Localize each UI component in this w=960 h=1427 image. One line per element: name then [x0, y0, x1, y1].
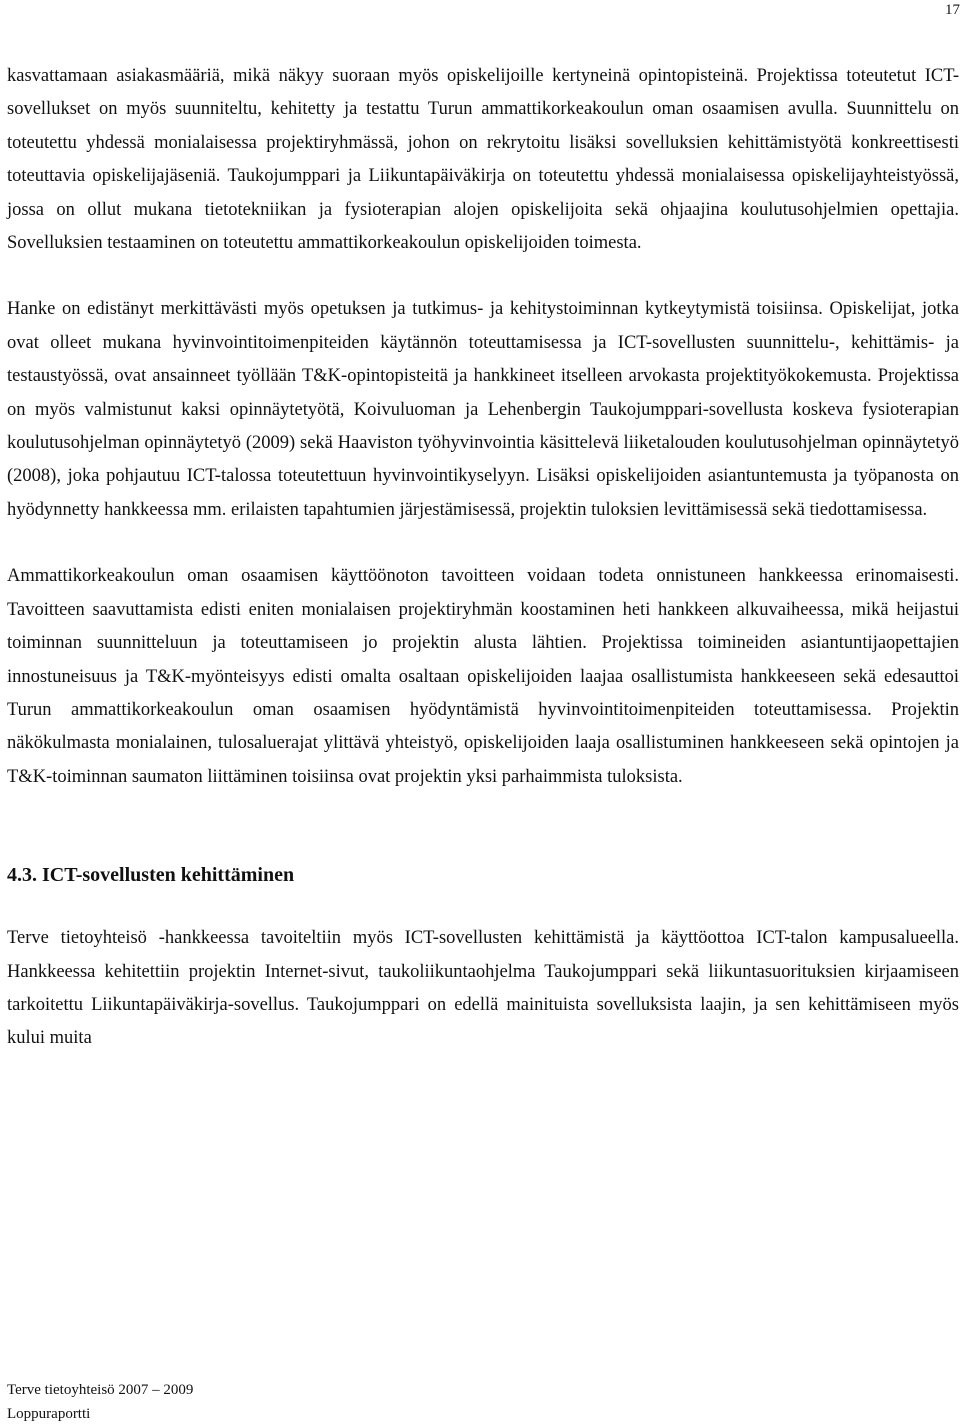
page-number: 17 — [945, 2, 960, 18]
footer-project-name: Terve tietoyhteisö 2007 – 2009 — [7, 1382, 194, 1398]
body-paragraph-3: Ammattikorkeakoulun oman osaamisen käyttöönoton tavoitteen voidaan todeta onnistuneen hankkeessa erinomaisesti. Tavoitteen saavuttamista edisti eniten monialaisen projektiryhmän koostaminen heti hankkeen alkuvaiheessa, mikä heijastui toiminnan suunnitteluun ja toteuttamiseen jo projektin alusta lähtien. Projektissa toimineiden asiantuntijaopettajien innostuneisuus ja T&K-myönteisyys edisti omalta osaltaan opiskelijoiden laajaa osallistumista hankkeeseen sekä edesauttoi Turun ammattikorkeakoulun oman osaamisen hyödyntämistä hyvinvointitoimenpiteiden toteuttamisessa. Projektin näkökulmasta monialainen, tulosaluerajat ylittävä yhteistyö, opiskelijoiden laaja osallistuminen hankkeeseen sekä opintojen ja T&K-toiminnan saumaton liittäminen toisiinsa ovat projektin yksi parhaimmista tuloksista. — [7, 566, 959, 787]
section-heading: 4.3. ICT-sovellusten kehittäminen — [7, 864, 295, 887]
footer-document-type: Loppuraportti — [7, 1406, 91, 1422]
document-body — [7, 60, 959, 1056]
page-footer — [7, 1378, 193, 1426]
body-paragraph-1: kasvattamaan asiakasmääriä, mikä näkyy suoraan myös opiskelijoille kertyneinä opintopisteinä. Projektissa toteutetut ICT-sovellukset on myös suunniteltu, kehitetty ja testattu Turun ammattikorkeakoulun oman osaamisen avulla. Suunnittelu on toteutettu yhdessä monialaisessa projektiryhmässä, johon on rekrytoitu lisäksi sovelluksien kehittämistyötä konkreettisesti toteuttavia opiskelijajäseniä. Taukojumppari ja Liikuntapäiväkirja on toteutettu yhdessä monialaisessa opiskelijayhteistyössä, jossa on ollut mukana tietotekniikan ja fysioterapian alojen opiskelijoita sekä ohjaajina koulutusohjelmien opettajia. Sovelluksien testaaminen on toteutettu ammattikorkeakoulun opiskelijoiden toimesta. — [7, 66, 959, 254]
body-paragraph-2: Hanke on edistänyt merkittävästi myös opetuksen ja tutkimus- ja kehitystoiminnan kytkeytymistä toisiinsa. Opiskelijat, jotka ovat olleet mukana hyvinvointitoimenpiteiden käytännön toteuttamisessa ja ICT-sovellusten suunnittelu-, kehittämis- ja testaustyössä, ovat ansainneet työllään T&K-opintopisteitä ja hankkineet itselleen arvokasta projektityökokemusta. Projektissa on myös valmistunut kaksi opinnäytetyötä, Koivuluoman ja Lehenbergin Taukojumppari-sovellusta koskeva fysioterapian koulutusohjelman opinnäytetyö (2009) sekä Haaviston työhyvinvointia käsittelevä liiketalouden koulutusohjelman opinnäytetyö (2008), joka pohjautuu ICT-talossa toteutettuun hyvinvointikyselyyn. Lisäksi opiskelijoiden asiantuntemusta ja työpanosta on hyödynnetty hankkeessa mm. erilaisten tapahtumien järjestämisessä, projektin tuloksien levittämisessä sekä tiedottamisessa. — [7, 299, 959, 520]
section-paragraph: Terve tietoyhteisö -hankkeessa tavoiteltiin myös ICT-sovellusten kehittämistä ja käyttöottoa ICT-talon kampusalueella. Hankkeessa kehitettiin projektin Internet-sivut, taukoliikuntaohjelma Taukojumppari sekä liikuntasuorituksien kirjaamiseen tarkoitettu Liikuntapäiväkirja-sovellus. Taukojumppari on edellä mainituista sovelluksista laajin, ja sen kehittämiseen myös kului muita — [7, 928, 959, 1049]
